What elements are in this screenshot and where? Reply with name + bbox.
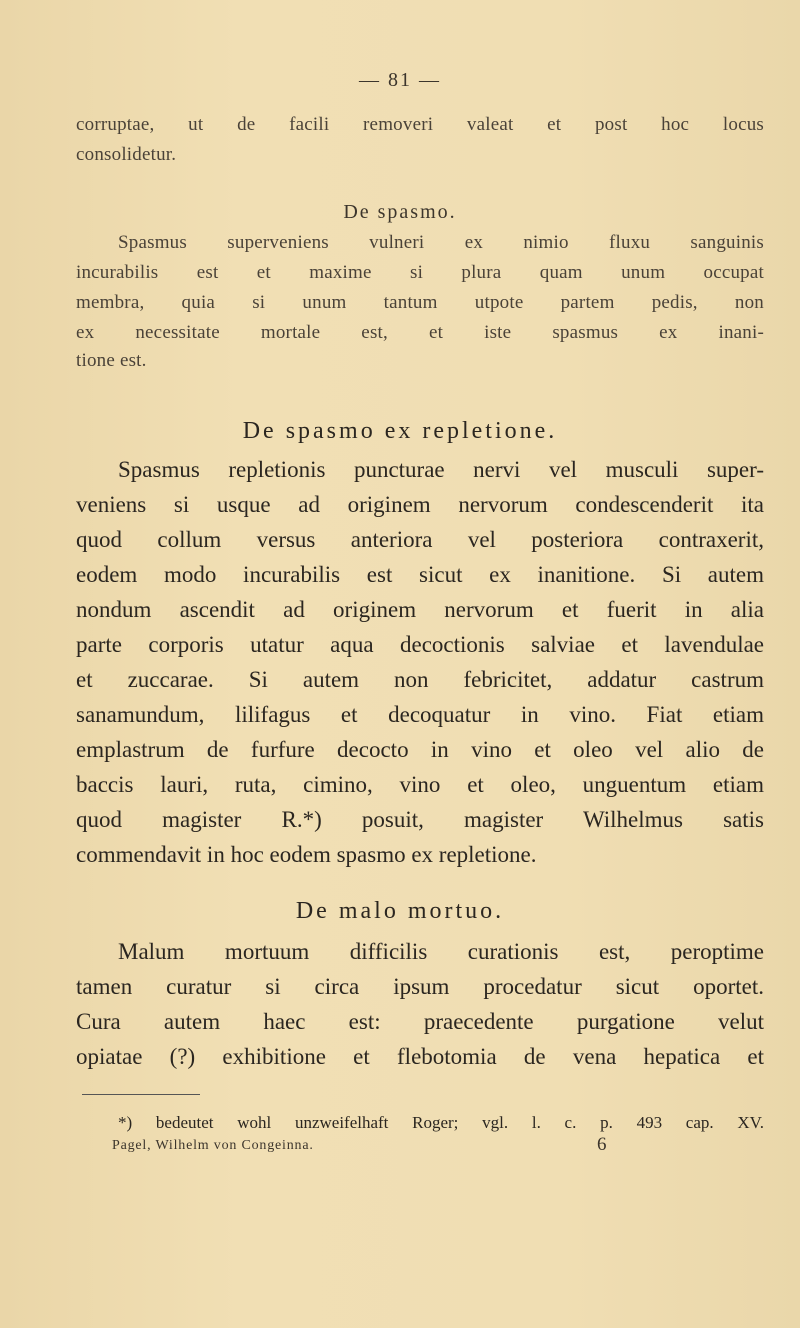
text-line: corruptae, ut de facili removeri valeat et post hoc locus: [76, 114, 764, 135]
text-line: opiatae (?) exhibitione et flebotomia de vena hepatica et: [76, 1044, 764, 1069]
text-line: parte corporis utatur aqua decoctionis salviae et lavendulae: [76, 632, 764, 657]
text-line: quod magister R.*) posuit, magister Wilhelmus satis: [76, 807, 764, 832]
text-line: tamen curatur si circa ipsum procedatur sicut oportet.: [76, 974, 764, 999]
text-line: tione est.: [76, 350, 147, 371]
text-line: quod collum versus anteriora vel posteriora contraxerit,: [76, 527, 764, 552]
footnote: *) bedeutet wohl unzweifelhaft Roger; vgl. l. c. p. 493 cap. XV.: [118, 1113, 764, 1132]
text-line: Spasmus superveniens vulneri ex nimio fluxu sanguinis: [118, 232, 764, 253]
section-heading: De spasmo ex repletione.: [242, 418, 558, 444]
text-line: membra, quia si unum tantum utpote partem pedis, non: [76, 292, 764, 313]
text-line: veniens si usque ad originem nervorum condescenderit ita: [76, 492, 764, 517]
text-line: et zuccarae. Si autem non febricitet, addatur castrum: [76, 667, 764, 692]
signature-line: Pagel, Wilhelm von Congeinna.: [112, 1138, 314, 1153]
text-line: nondum ascendit ad originem nervorum et fuerit in alia: [76, 597, 764, 622]
text-line: baccis lauri, ruta, cimino, vino et oleo, unguentum etiam: [76, 772, 764, 797]
text-line: Spasmus repletionis puncturae nervi vel musculi super-: [118, 457, 764, 482]
section-heading: De spasmo.: [343, 201, 457, 223]
section-heading: De malo mortuo.: [295, 898, 505, 924]
text-line: consolidetur.: [76, 144, 177, 165]
text-line: Malum mortuum difficilis curationis est, peroptime: [118, 939, 764, 964]
text-line: commendavit in hoc eodem spasmo ex repletione.: [76, 842, 537, 867]
text-line: eodem modo incurabilis est sicut ex inanitione. Si autem: [76, 562, 764, 587]
text-line: ex necessitate mortale est, et iste spasmus ex inani-: [76, 322, 764, 343]
page-number: — 81 —: [359, 69, 441, 91]
text-line: emplastrum de furfure decocto in vino et oleo vel alio de: [76, 737, 764, 762]
signature-mark: 6: [597, 1134, 607, 1155]
text-line: Cura autem haec est: praecedente purgatione velut: [76, 1009, 764, 1034]
footnote-rule: [82, 1094, 200, 1095]
text-line: sanamundum, lilifagus et decoquatur in vino. Fiat etiam: [76, 702, 764, 727]
text-line: incurabilis est et maxime si plura quam unum occupat: [76, 262, 764, 283]
